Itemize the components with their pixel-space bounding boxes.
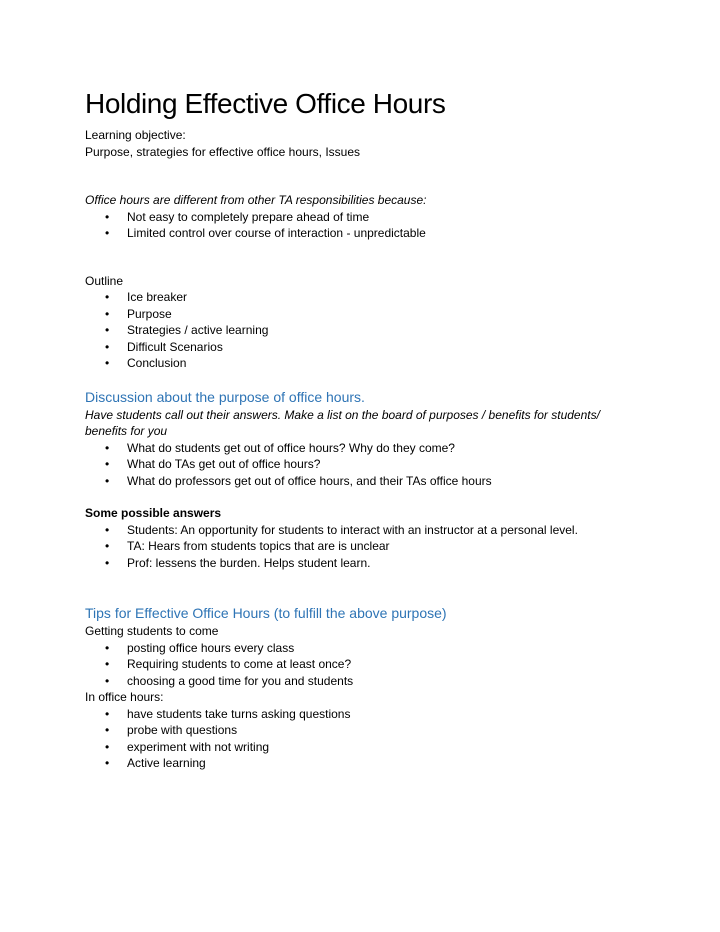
list-item [85,289,685,306]
list-item-text: TA: Hears from students topics that are is unclear [127,539,390,553]
bullet-icon: • [105,657,110,671]
possible-answers-label: Some possible answers [85,506,222,520]
list-item-text: Not easy to completely prepare ahead of time [127,209,370,224]
bullet-icon: • [105,290,110,304]
tips-heading: Tips for Effective Office Hours (to fulfill the above purpose) [85,605,447,621]
list-item [85,306,685,323]
list-item [85,209,685,226]
outline-list [85,289,685,372]
list-item-text: What do professors get out of office hours, and their TAs office hours [127,473,492,488]
list-item-text: Active learning [127,756,206,770]
list-item-text: Purpose [127,306,172,321]
list-item [85,538,685,555]
bullet-icon: • [105,339,110,354]
spacer [85,160,685,192]
spacer [85,489,685,505]
document-title: Holding Effective Office Hours [85,88,446,119]
list-item [85,473,685,490]
list-item [85,722,685,739]
list-item [85,739,685,756]
bullet-icon: • [105,323,110,337]
list-item [85,640,685,657]
discussion-instruction-line1: Have students call out their answers. Make a list on the board of purposes / benefits for students/ [85,407,600,422]
bullet-icon: • [105,440,110,455]
list-item-text: experiment with not writing [127,739,270,754]
list-item-text: Strategies / active learning [127,323,269,337]
list-item-text: Limited control over course of interaction - unpredictable [127,226,426,240]
discussion-list [85,440,685,490]
list-item [85,555,685,572]
learning-objective-text: Purpose, strategies for effective office hours, Issues [85,144,361,159]
list-item [85,339,685,356]
list-item [85,656,685,673]
list-item-text: Difficult Scenarios [127,339,223,354]
bullet-icon: • [105,739,110,754]
discussion-instruction-line2: benefits for you [85,424,168,438]
bullet-icon: • [105,723,110,737]
possible-answers-list [85,522,685,572]
list-item-text: Prof: lessens the burden. Helps student learn. [127,555,371,570]
bullet-icon: • [105,356,110,370]
bullet-icon: • [105,756,110,770]
list-item [85,673,685,690]
differences-list [85,209,685,242]
list-item [85,322,685,339]
spacer [85,372,685,387]
list-item [85,440,685,457]
getting-students-label: Getting students to come [85,624,219,638]
bullet-icon: • [105,226,110,240]
spacer [85,571,685,603]
bullet-icon: • [105,555,110,570]
bullet-icon: • [105,306,110,321]
list-item [85,706,685,723]
list-item-text: posting office hours every class [127,640,295,655]
in-office-list [85,706,685,772]
list-item-text: choosing a good time for you and students [127,673,354,688]
list-item [85,755,685,772]
list-item-text: What do students get out of office hours? Why do they come? [127,440,455,455]
bullet-icon: • [105,706,110,721]
getting-students-list [85,640,685,690]
bullet-icon: • [105,457,110,471]
bullet-icon: • [105,209,110,224]
bullet-icon: • [105,473,110,488]
list-item-text: Requiring students to come at least once? [127,657,352,671]
discussion-heading: Discussion about the purpose of office hours. [85,388,365,405]
document-body [85,84,685,772]
bullet-icon: • [105,640,110,655]
in-office-label: In office hours: [85,690,164,704]
bullet-icon: • [105,522,110,537]
list-item-text: Students: An opportunity for students to interact with an instructor at a personal level. [127,522,578,537]
bullet-icon: • [105,539,110,553]
list-item-text: probe with questions [127,723,238,737]
bullet-icon: • [105,673,110,688]
list-item [85,456,685,473]
list-item [85,355,685,372]
list-item [85,225,685,242]
spacer [85,242,685,273]
learning-objective-label: Learning objective: [85,128,186,142]
list-item-text: Ice breaker [127,290,188,304]
list-item-text: Conclusion [127,356,187,370]
differences-intro: Office hours are different from other TA responsibilities because: [85,193,427,207]
list-item-text: What do TAs get out of office hours? [127,457,321,471]
outline-label: Outline [85,273,124,288]
list-item [85,522,685,539]
list-item-text: have students take turns asking questions [127,706,351,721]
